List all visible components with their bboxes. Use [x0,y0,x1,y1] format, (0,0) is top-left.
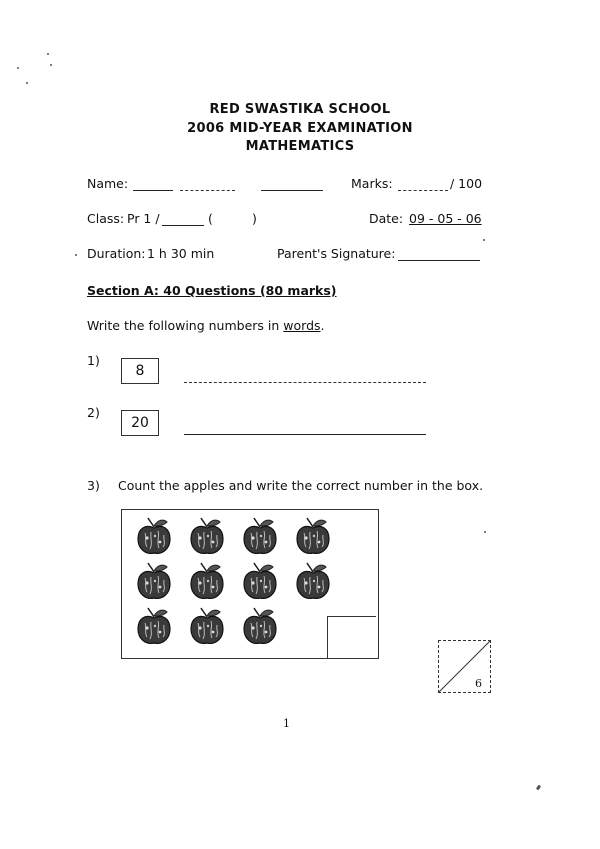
marks-total: / 100 [450,176,483,191]
exam-title: 2006 MID-YEAR EXAMINATION [187,121,413,136]
apple-icon [189,606,225,646]
duration-value: 1 h 30 min [147,246,215,261]
apple-icon [295,561,331,601]
apple-icon [242,516,278,556]
date-label: Date: [369,211,404,226]
class-field[interactable] [162,225,204,226]
subject-title: MATHEMATICS [245,139,355,154]
page-number: 1 [283,717,290,730]
apple-icon [136,516,172,556]
marks-label: Marks: [351,176,393,191]
scan-speck [483,239,485,241]
signature-label: Parent's Signature: [277,246,396,261]
apple-icon [295,516,331,556]
apple-icon [242,561,278,601]
class-value: Pr 1 / [127,211,160,226]
name-field-part[interactable] [261,190,323,191]
apple-icon [189,561,225,601]
marks-box [438,640,491,693]
scan-speck [484,531,486,533]
instruction-emphasis: words [283,318,321,333]
class-label: Class: [87,211,125,226]
class-index-open: ( [208,211,213,226]
apple-icon [189,516,225,556]
signature-field[interactable] [398,260,480,261]
name-label: Name: [87,176,129,191]
question-1-number: 1) [87,353,100,368]
marks-field[interactable] [398,190,448,191]
instruction-text: Write the following numbers in [87,318,284,333]
question-2-number: 2) [87,405,100,420]
scan-speck [50,64,52,66]
scan-speck [536,785,541,791]
class-index-close: ) [252,211,257,226]
marks-box-max: 6 [475,677,482,690]
apple-icon [136,606,172,646]
question-2-number-box: 20 [121,410,159,436]
date-value: 09 - 05 - 06 [409,211,482,226]
apple-icon [242,606,278,646]
apple-icon [136,561,172,601]
scan-speck [47,53,49,55]
duration-label: Duration: [87,246,146,261]
question-1-number-box: 8 [121,358,159,384]
scan-speck [17,67,19,69]
school-name: RED SWASTIKA SCHOOL [209,102,391,117]
question-2-answer-line[interactable] [184,434,426,435]
apple-count-answer-box[interactable] [327,616,376,658]
question-3-number: 3) [87,478,100,493]
name-field[interactable] [133,190,173,191]
section-title: Section A: 40 Questions (80 marks) [87,283,337,298]
question-1-answer-line[interactable] [184,382,426,383]
scan-speck [26,82,28,84]
name-field-part[interactable] [180,190,235,191]
section-instruction [87,318,325,333]
scan-speck [75,254,77,256]
marks-box-diagonal [439,641,490,692]
question-3-text: Count the apples and write the correct number in the box. [118,478,484,493]
instruction-end: . [320,318,325,333]
